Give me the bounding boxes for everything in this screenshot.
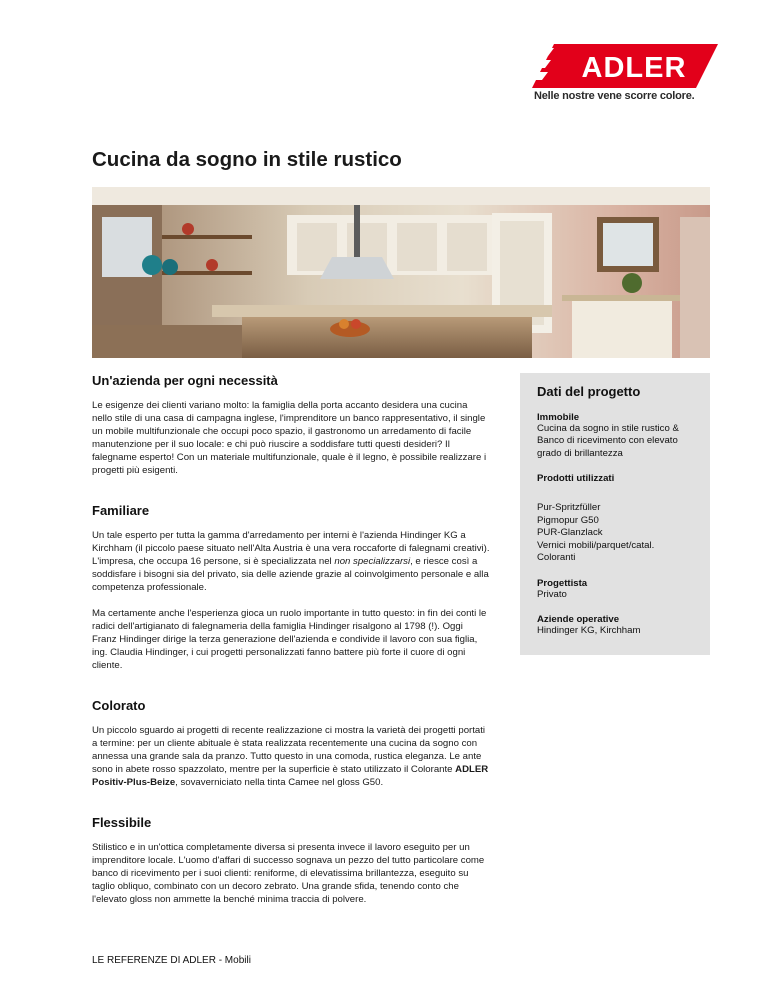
project-data-sidebar (520, 373, 710, 655)
section-heading-azienda: Un'azienda per ogni necessità (92, 373, 278, 388)
list-item: Coloranti (537, 552, 576, 564)
list-item: PUR-Glanzlack (537, 527, 603, 539)
section-text-azienda: Le esigenze dei clienti variano molto: la famiglia della porta accanto desidera una cucina nello stile di una casa di campagna inglese, l'imprenditore un banco rappresentativo, il single un mobile multifunzionale che occupi poco spazio, il gastronomo un arredamento di facile manutenzione per il suo locale: e chi può riuscire a soddisfare tutti questi desideri? Il falegname esperto! Con un materiale multifunzionale, quale è il legno, è possibile realizzare i progetti più esigenti. (92, 400, 487, 477)
page-title: Cucina da sogno in stile rustico (92, 148, 402, 171)
adler-logo (522, 44, 718, 108)
kitchen-photo (92, 187, 710, 358)
section-heading-familiare: Familiare (92, 503, 150, 519)
section-heading-colorato: Colorato (92, 697, 146, 713)
main-content (92, 373, 490, 918)
prodotti-label: Prodotti utilizzati (537, 473, 615, 485)
list-item: Pur-Spritzfüller (537, 502, 601, 514)
aziende-value: Hindinger KG, Kirchham (537, 625, 641, 637)
immobile-value: Cucina da sogno in stile rustico & Banco di ricevimento con elevato grado di brillantezza (537, 423, 679, 459)
product-name-positiv-plus-beize: ADLER Positiv-Plus-Beize (92, 763, 489, 788)
page-footer: LE REFERENZE DI ADLER - Mobili (92, 955, 251, 966)
emphasis-non-specializzarsi: non specializzarsi (334, 556, 411, 568)
logo-banner (532, 44, 718, 88)
progettista-value: Privato (537, 588, 567, 600)
section-text-flessibile: Stilistico e in un'ottica completamente diversa si presenta invece il lavoro eseguito per un imprenditore locale. L'uomo d'affari di successo sognava un pezzo del tutto particolare come banco di ricevimento per i suoi clienti: reniforme, di elevatissima brillantezza, eseguito su taglio obliquo, combinato con un decoro zebrato. Una grande sfida, tenendo conto che l'elevato gloss non ammette la benché minima traccia di polvere. (92, 841, 485, 906)
progettista-label: Progettista (537, 577, 588, 589)
immobile-label: Immobile (537, 412, 580, 423)
list-item: Pigmopur G50 (537, 514, 599, 526)
aziende-label: Aziende operative (537, 614, 620, 626)
logo-wordmark: ADLER (581, 52, 687, 84)
section-text-colorato: Un piccolo sguardo ai progetti di recente realizzazione ci mostra la varietà dei progetti portati a termine: per un cliente abituale è stata realizzata recentemente una cucina da sogno con annessa una grande sala da pranzo. Tutto questo in una comoda, rustica eleganza. Le ante sono in abete rosso spazzolato, mentre per la superficie è stato utilizzato il Colorante ADLER Positiv-Plus-Beize, sovaverniciato nella tinta Camee nel gloss G50. (92, 724, 489, 788)
logo-tagline: Nelle nostre vene scorre colore. (534, 90, 695, 102)
sidebar-title: Dati del progetto (537, 384, 641, 399)
list-item: Vernici mobili/parquet/catal. (537, 539, 655, 551)
section-text-familiare-1: Un tale esperto per tutta la gamma d'arredamento per interni è l'azienda Hindinger KG a Kirchham (il piccolo paese situato nell'Alta Austria è una vera roccaforte di falegnami creativi). L'impresa, che occupa 16 persone, si è specializzata nel non specializzarsi, e riesce così a soddisfare i bisogni sia del privato, sia delle aziende grazie al coinvolgimento personale e alla competenza professionale. (92, 530, 490, 594)
prodotti-list (537, 502, 700, 564)
section-heading-flessibile: Flessibile (92, 814, 152, 830)
section-text-familiare-2: Ma certamente anche l'esperienza gioca un ruolo importante in tutto questo: in fin dei conti le radici dell'artigianato di falegnameria della famiglia Hindinger risalgono al 1798 (!). Oggi Franz Hindinger dirige la terza generazione dell'azienda e condivide il lavoro con sua figlia, ing. Claudia Hindinger, i cui progetti personalizzati fanno battere più forte il cuore di ogni cliente. (92, 607, 487, 671)
